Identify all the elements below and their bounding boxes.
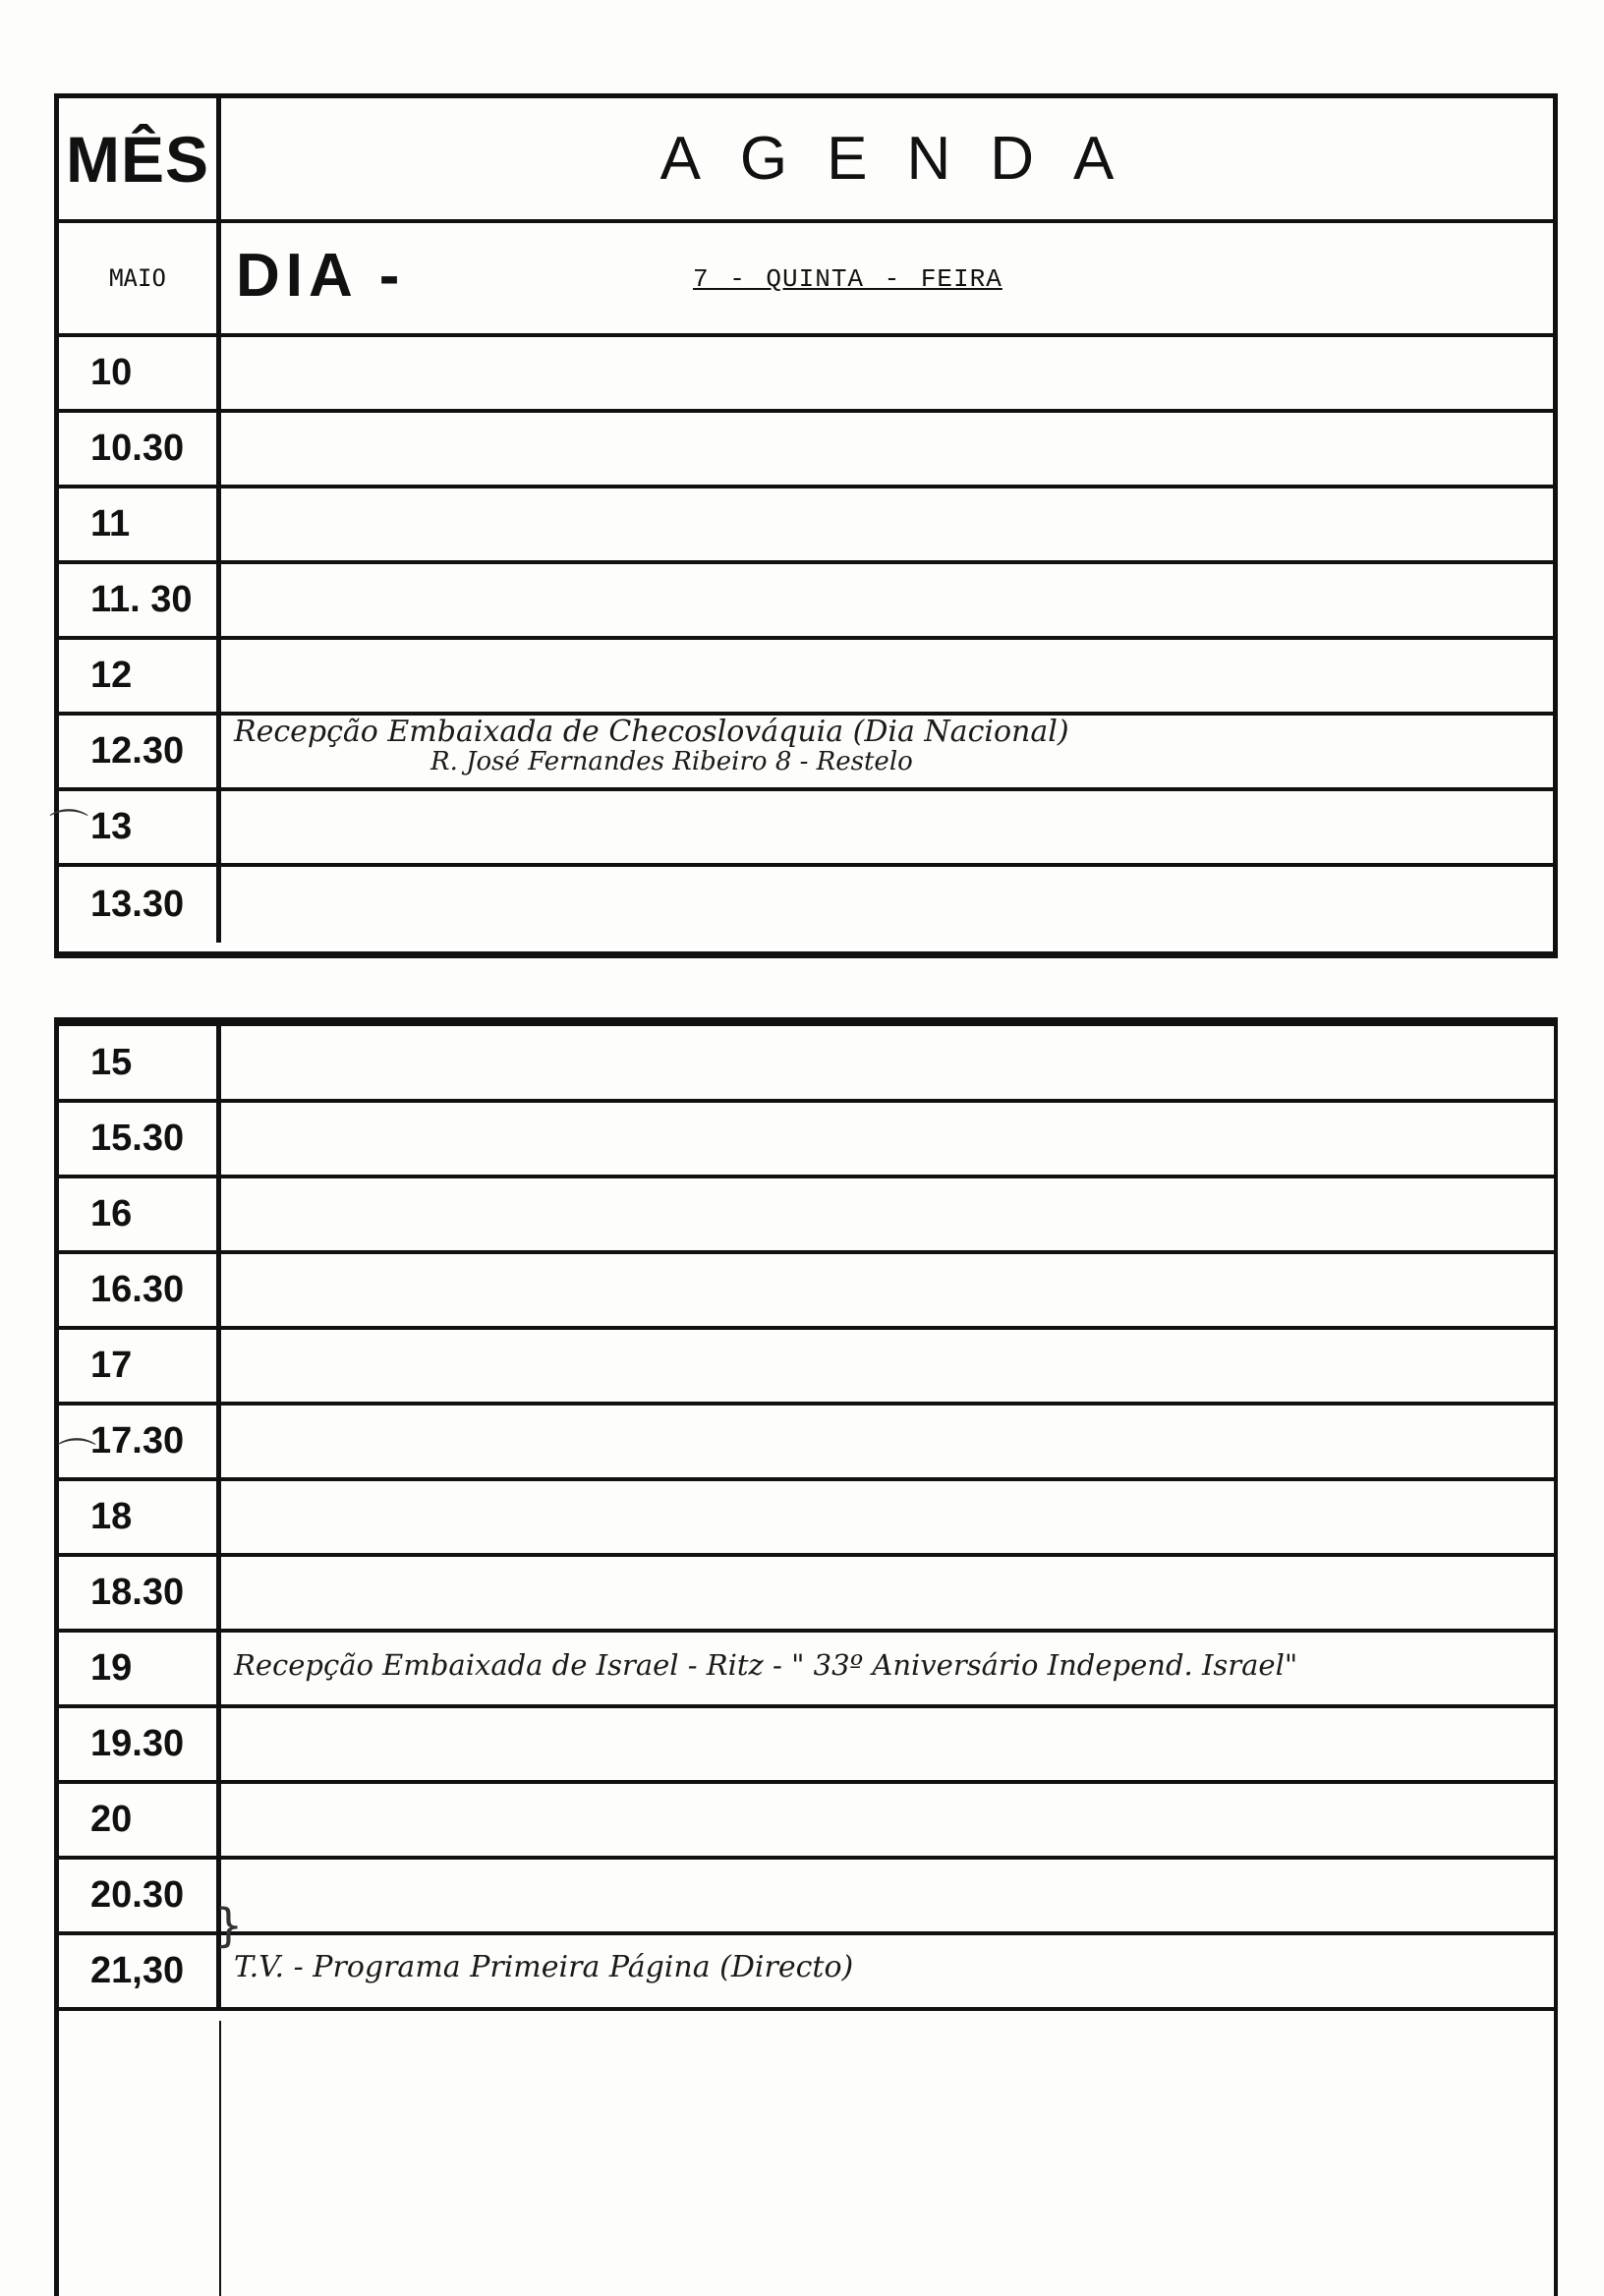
- morning-slots: [59, 337, 1553, 943]
- slot-time: 11. 30: [59, 564, 221, 636]
- slot-time: 20: [59, 1784, 221, 1856]
- time-slot: [59, 337, 1553, 413]
- time-slot: [59, 1633, 1554, 1708]
- slot-entry: [234, 715, 1543, 776]
- bracket-mark: ⌒: [57, 1436, 96, 1481]
- slot-time: 18.30: [59, 1557, 221, 1629]
- slot-time: 16: [59, 1178, 221, 1250]
- slot-time: 19.30: [59, 1708, 221, 1780]
- bracket-mark: ⌒: [49, 807, 88, 852]
- morning-agenda-block: [54, 93, 1558, 958]
- slot-time: 11: [59, 488, 221, 560]
- time-slot: [59, 1254, 1554, 1330]
- time-slot: [59, 1330, 1554, 1406]
- slot-time: 10.30: [59, 413, 221, 485]
- afternoon-slots: [59, 1026, 1554, 2011]
- slot-time: 15: [59, 1026, 221, 1099]
- slot-time: 12: [59, 640, 221, 712]
- slot-entry: Recepção Embaixada de Israel - Ritz - " 33º Aniversário Independ. Israel": [234, 1648, 1298, 1682]
- agenda-header: [59, 98, 1553, 223]
- time-slot: [59, 1935, 1554, 2011]
- time-slot: [59, 1708, 1554, 1784]
- month-column-header: MÊS: [59, 98, 221, 219]
- time-slot: [59, 716, 1553, 791]
- slot-time: 21,30: [59, 1935, 221, 2007]
- time-slot: [59, 1103, 1554, 1178]
- page-title: AGENDA: [659, 125, 1154, 193]
- time-slot: [59, 488, 1553, 564]
- slot-time: 17.30: [59, 1406, 221, 1477]
- slot-time: 13.30: [59, 867, 221, 943]
- slot-time: 18: [59, 1481, 221, 1553]
- day-value: 7 - QUINTA - FEIRA: [693, 264, 1002, 294]
- time-slot: [59, 1026, 1554, 1103]
- slot-time: 16.30: [59, 1254, 221, 1326]
- time-slot: [59, 867, 1553, 943]
- slot-time: 12.30: [59, 716, 221, 787]
- entry-line-1: Recepção Embaixada de Checoslováquia (Dia Nacional): [234, 715, 1069, 749]
- month-value: MAIO: [59, 223, 221, 333]
- time-slot: [59, 1557, 1554, 1633]
- slot-time: 17: [59, 1330, 221, 1402]
- entry-line-2: R. José Fernandes Ribeiro 8 - Restelo: [430, 747, 913, 776]
- time-slot: [59, 1860, 1554, 1935]
- day-label: DIA -: [236, 242, 406, 310]
- blank-notes-area: [59, 2021, 1554, 2296]
- time-slot: [59, 791, 1553, 867]
- afternoon-agenda-block: [54, 1017, 1558, 2296]
- slot-entry: T.V. - Programa Primeira Página (Directo): [234, 1950, 854, 1984]
- time-column-continuation: [59, 2021, 221, 2296]
- time-slot: [59, 1406, 1554, 1481]
- slot-time: 19: [59, 1633, 221, 1704]
- slot-time: 13: [59, 791, 221, 863]
- slot-time: 10: [59, 337, 221, 409]
- day-row: [59, 223, 1553, 337]
- slot-time: 15.30: [59, 1103, 221, 1175]
- slot-time: 20.30: [59, 1860, 221, 1931]
- time-slot: [59, 413, 1553, 488]
- bracket-mark: }: [214, 1899, 244, 1952]
- time-slot: [59, 1481, 1554, 1557]
- time-slot: [59, 640, 1553, 716]
- time-slot: [59, 564, 1553, 640]
- time-slot: [59, 1178, 1554, 1254]
- time-slot: [59, 1784, 1554, 1860]
